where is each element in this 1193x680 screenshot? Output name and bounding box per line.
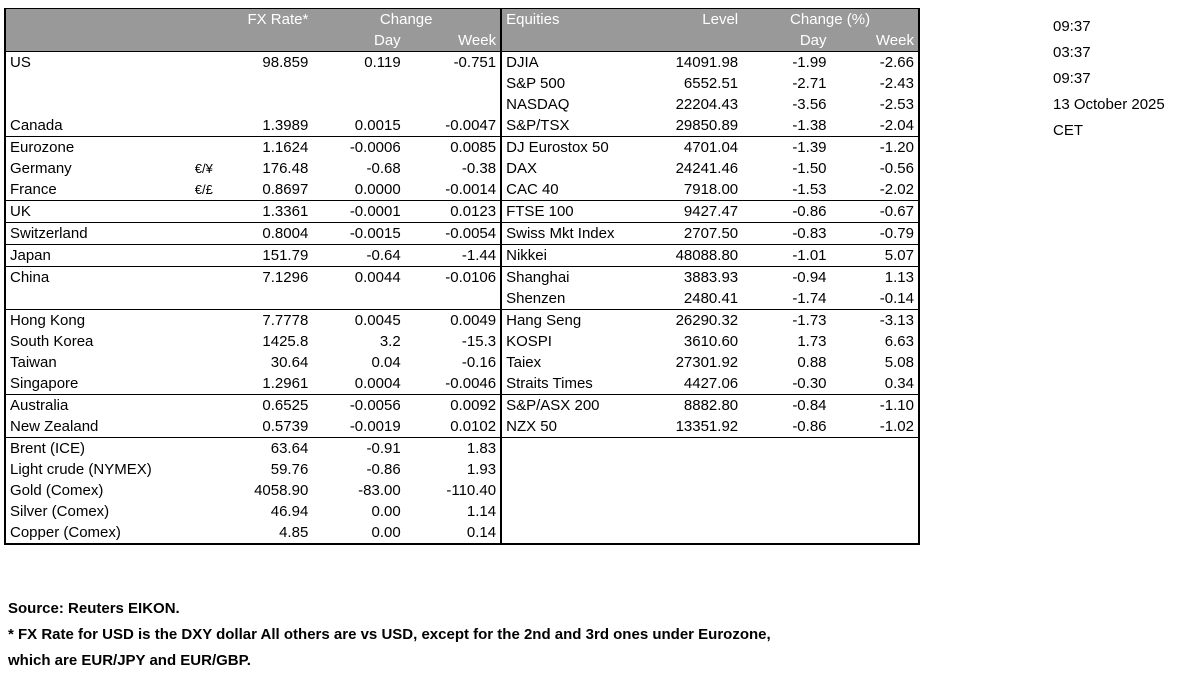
row-equity-level: 3883.93 xyxy=(642,267,742,289)
row-equity-level: 27301.92 xyxy=(675,354,739,371)
row-fx-change-week xyxy=(405,288,501,310)
header-blank xyxy=(5,9,219,31)
row-fx-rate: 63.64 xyxy=(219,438,312,460)
row-equity-level xyxy=(642,501,742,522)
row-region-name: Copper (Comex) xyxy=(5,522,191,544)
row-equity-change-week: -0.67 xyxy=(831,201,919,223)
row-equity-change-week xyxy=(831,480,919,501)
row-equity-change-week xyxy=(831,501,919,522)
row-equity-change-day: -0.30 xyxy=(792,375,827,392)
row-equity-change-week: -0.56 xyxy=(831,158,919,179)
row-equity-change-day: -1.39 xyxy=(742,137,830,159)
row-equity-level: 3610.60 xyxy=(683,333,739,350)
row-equity-level: 13351.92 xyxy=(675,418,739,435)
row-fx-change-day: -0.86 xyxy=(366,461,401,478)
row-equity-name: Shenzen xyxy=(501,288,642,310)
row-fx-change-day: 0.04 xyxy=(371,354,401,371)
row-equity-level: 6552.51 xyxy=(683,75,739,92)
table-row xyxy=(5,223,919,245)
row-equity-name xyxy=(501,480,642,501)
row-equity-change-day xyxy=(742,459,830,480)
row-fx-change-week: -0.0106 xyxy=(405,267,501,289)
row-equity-change-day: 0.88 xyxy=(797,354,827,371)
row-equity-level: 24241.46 xyxy=(675,160,739,177)
row-region-name: US xyxy=(5,52,191,74)
row-fx-change-day: -83.00 xyxy=(358,482,401,499)
row-currency-pair-mark xyxy=(191,480,219,501)
row-region-name: Switzerland xyxy=(5,223,191,245)
row-equity-name xyxy=(501,438,642,460)
row-region-name: Taiwan xyxy=(5,352,191,373)
row-fx-rate xyxy=(219,94,312,115)
row-fx-rate: 176.48 xyxy=(262,160,309,177)
row-fx-change-day xyxy=(312,94,404,115)
table-row xyxy=(5,288,919,310)
row-fx-change-week: -0.751 xyxy=(405,52,501,74)
row-equity-level xyxy=(642,459,742,480)
row-fx-change-day: -0.0001 xyxy=(312,201,404,223)
row-currency-pair-mark xyxy=(191,501,219,522)
row-fx-change-day xyxy=(312,288,404,310)
row-equity-change-day: -1.73 xyxy=(742,310,830,332)
row-equity-name: NASDAQ xyxy=(501,94,642,115)
row-equity-level xyxy=(642,522,742,544)
table-body xyxy=(5,52,919,545)
table-row xyxy=(5,438,919,460)
row-fx-rate: 1.3361 xyxy=(219,201,312,223)
row-equity-change-week: 5.08 xyxy=(831,352,919,373)
row-equity-level: 2707.50 xyxy=(642,223,742,245)
row-currency-pair-mark xyxy=(191,416,219,438)
row-currency-pair-mark xyxy=(191,73,219,94)
table-row xyxy=(5,94,919,115)
row-fx-change-day: 0.0044 xyxy=(312,267,404,289)
row-equity-name: FTSE 100 xyxy=(501,201,642,223)
row-fx-change-day: 0.00 xyxy=(312,522,404,544)
row-region-name: Brent (ICE) xyxy=(5,438,191,460)
row-equity-change-day: -1.99 xyxy=(742,52,830,74)
row-fx-change-day: -0.91 xyxy=(312,438,404,460)
header-change-pct: Change (%) xyxy=(742,9,919,31)
row-fx-rate: 30.64 xyxy=(270,354,309,371)
header-row-1 xyxy=(5,9,919,31)
row-currency-pair-mark xyxy=(191,331,219,352)
row-equity-name: NZX 50 xyxy=(501,416,642,438)
row-fx-change-day: -0.0056 xyxy=(312,395,404,417)
table-row xyxy=(5,373,919,395)
row-fx-change-week xyxy=(405,94,501,115)
row-fx-change-day: 0.119 xyxy=(312,52,404,74)
row-currency-pair-mark xyxy=(191,94,219,115)
row-fx-change-week: 0.0092 xyxy=(405,395,501,417)
market-data-table xyxy=(4,8,920,545)
row-region-name: Singapore xyxy=(5,373,191,395)
row-equity-level: 14091.98 xyxy=(642,52,742,74)
row-fx-change-week: -0.0014 xyxy=(445,181,497,198)
row-currency-pair-mark xyxy=(191,245,219,267)
row-equity-change-day: -1.53 xyxy=(792,181,827,198)
row-equity-level: 48088.80 xyxy=(642,245,742,267)
row-fx-rate: 1425.8 xyxy=(262,333,309,350)
footer-note-2: which are EUR/JPY and EUR/GBP. xyxy=(8,652,251,669)
row-fx-change-week: 1.93 xyxy=(466,461,497,478)
row-fx-change-week: 0.0085 xyxy=(405,137,501,159)
row-fx-rate: 1.3989 xyxy=(262,117,309,134)
table-row xyxy=(5,310,919,332)
header-fx-day: Day xyxy=(312,30,404,52)
row-region-name xyxy=(5,288,191,310)
table-row xyxy=(5,267,919,289)
header-level: Level xyxy=(642,9,742,31)
table-row xyxy=(5,522,919,544)
row-equity-change-week: -2.43 xyxy=(831,73,919,94)
row-region-name: Japan xyxy=(5,245,191,267)
row-currency-pair-mark xyxy=(191,522,219,544)
row-equity-change-week: 6.63 xyxy=(831,331,919,352)
clock-line: CET xyxy=(1053,122,1083,139)
row-equity-change-week: -3.13 xyxy=(831,310,919,332)
table-row xyxy=(5,115,919,137)
row-region-name: Australia xyxy=(5,395,191,417)
row-equity-change-week xyxy=(831,522,919,544)
row-equity-name xyxy=(501,459,642,480)
row-equity-change-day: -2.71 xyxy=(792,75,827,92)
row-currency-pair-mark xyxy=(191,201,219,223)
table-row xyxy=(5,352,919,373)
row-region-name: Silver (Comex) xyxy=(5,501,191,522)
row-region-name: China xyxy=(5,267,191,289)
row-equity-change-week: -1.20 xyxy=(831,137,919,159)
row-fx-change-week: 1.14 xyxy=(466,503,497,520)
table-row xyxy=(5,179,919,201)
row-region-name: Germany xyxy=(5,158,191,179)
row-region-name xyxy=(5,73,191,94)
row-equity-name: S&P 500 xyxy=(501,73,642,94)
table-row xyxy=(5,331,919,352)
row-equity-change-week: -1.02 xyxy=(831,416,919,438)
row-equity-change-week: 0.34 xyxy=(831,373,919,395)
clock-line: 09:37 xyxy=(1053,18,1091,35)
clock-line: 03:37 xyxy=(1053,44,1091,61)
row-fx-change-week: -0.0047 xyxy=(445,117,497,134)
row-equity-change-week: -1.10 xyxy=(831,395,919,417)
row-fx-change-day: 0.0000 xyxy=(354,181,401,198)
row-fx-rate xyxy=(219,288,312,310)
row-equity-name: KOSPI xyxy=(501,331,642,352)
row-region-name: Hong Kong xyxy=(5,310,191,332)
row-equity-level: 9427.47 xyxy=(642,201,742,223)
table-header xyxy=(5,9,919,52)
header-row-2 xyxy=(5,30,919,52)
row-equity-change-day xyxy=(742,522,830,544)
row-equity-change-day: -1.01 xyxy=(742,245,830,267)
table-row xyxy=(5,73,919,94)
row-region-name: South Korea xyxy=(5,331,191,352)
row-fx-change-day: 0.0045 xyxy=(312,310,404,332)
row-equity-level: 8882.80 xyxy=(642,395,742,417)
row-fx-change-day: -0.64 xyxy=(312,245,404,267)
row-fx-change-day: 0.0004 xyxy=(354,375,401,392)
row-fx-rate: 0.8004 xyxy=(219,223,312,245)
row-fx-rate: 4.85 xyxy=(219,522,312,544)
row-region-name: Gold (Comex) xyxy=(5,480,191,501)
clock-line: 13 October 2025 xyxy=(1053,96,1165,113)
row-equity-change-day: -3.56 xyxy=(792,96,827,113)
row-region-name: Canada xyxy=(5,115,191,137)
row-fx-change-week: -0.0054 xyxy=(405,223,501,245)
row-equity-change-week: -2.66 xyxy=(831,52,919,74)
row-equity-change-day xyxy=(742,480,830,501)
table-row xyxy=(5,501,919,522)
row-equity-name: S&P/TSX xyxy=(501,115,642,137)
row-equity-name: Straits Times xyxy=(501,373,642,395)
row-equity-level xyxy=(642,438,742,460)
row-region-name: Light crude (NYMEX) xyxy=(5,459,191,480)
row-equity-name: CAC 40 xyxy=(501,179,642,201)
row-fx-rate: 98.859 xyxy=(219,52,312,74)
header-equities: Equities xyxy=(501,9,642,31)
clock-line: 09:37 xyxy=(1053,70,1091,87)
row-currency-pair-mark xyxy=(191,395,219,417)
header-eq-day: Day xyxy=(742,30,830,52)
table-row xyxy=(5,395,919,417)
row-fx-change-week: -0.38 xyxy=(461,160,497,177)
row-equity-name xyxy=(501,501,642,522)
row-equity-change-day: -0.83 xyxy=(742,223,830,245)
row-equity-change-week: 5.07 xyxy=(831,245,919,267)
row-fx-change-day xyxy=(312,73,404,94)
row-equity-level: 4427.06 xyxy=(683,375,739,392)
table-row xyxy=(5,245,919,267)
row-equity-level: 26290.32 xyxy=(642,310,742,332)
row-equity-change-week: -2.02 xyxy=(831,179,919,201)
row-region-name: Eurozone xyxy=(5,137,191,159)
table-row xyxy=(5,480,919,501)
row-fx-change-week: 0.14 xyxy=(405,522,501,544)
row-currency-pair-mark: €/£ xyxy=(194,182,213,197)
row-equity-change-week: -2.53 xyxy=(831,94,919,115)
header-fx-week: Week xyxy=(405,30,501,52)
row-region-name: UK xyxy=(5,201,191,223)
row-fx-rate: 1.1624 xyxy=(219,137,312,159)
row-equity-name: Taiex xyxy=(501,352,642,373)
row-fx-change-day: 0.00 xyxy=(371,503,401,520)
table-row xyxy=(5,52,919,74)
row-fx-rate: 59.76 xyxy=(270,461,309,478)
row-equity-change-day: -1.38 xyxy=(792,117,827,134)
row-fx-change-day: 0.0015 xyxy=(354,117,401,134)
row-equity-change-day xyxy=(742,501,830,522)
row-equity-level: 29850.89 xyxy=(675,117,739,134)
row-currency-pair-mark xyxy=(191,310,219,332)
row-fx-rate: 151.79 xyxy=(219,245,312,267)
row-currency-pair-mark: €/¥ xyxy=(194,161,213,176)
row-equity-change-day: -0.84 xyxy=(742,395,830,417)
row-currency-pair-mark xyxy=(191,373,219,395)
row-region-name: New Zealand xyxy=(5,416,191,438)
row-equity-name: Swiss Mkt Index xyxy=(501,223,642,245)
row-equity-change-day: -0.86 xyxy=(742,201,830,223)
row-equity-name: Nikkei xyxy=(501,245,642,267)
row-equity-change-day: -1.74 xyxy=(792,290,827,307)
row-region-name: France xyxy=(5,179,191,201)
row-fx-rate: 1.2961 xyxy=(262,375,309,392)
row-fx-rate: 46.94 xyxy=(270,503,309,520)
row-fx-change-week: 0.0102 xyxy=(450,418,497,435)
row-fx-change-day: -0.0019 xyxy=(349,418,401,435)
footer-source: Source: Reuters EIKON. xyxy=(8,600,180,617)
row-fx-rate: 7.1296 xyxy=(219,267,312,289)
row-fx-rate: 7.7778 xyxy=(219,310,312,332)
row-currency-pair-mark xyxy=(191,267,219,289)
row-fx-change-week: 0.0049 xyxy=(405,310,501,332)
row-equity-change-day: 1.73 xyxy=(797,333,827,350)
table-row xyxy=(5,201,919,223)
row-fx-change-week: 0.0123 xyxy=(405,201,501,223)
row-equity-level: 7918.00 xyxy=(683,181,739,198)
row-equity-name: S&P/ASX 200 xyxy=(501,395,642,417)
row-currency-pair-mark xyxy=(191,137,219,159)
row-currency-pair-mark xyxy=(191,288,219,310)
row-fx-rate: 0.6525 xyxy=(219,395,312,417)
row-fx-change-week: -15.3 xyxy=(461,333,497,350)
table-row xyxy=(5,459,919,480)
header-blank-2 xyxy=(5,30,312,52)
row-equity-name: DAX xyxy=(501,158,642,179)
row-equity-name: Shanghai xyxy=(501,267,642,289)
row-equity-level: 2480.41 xyxy=(683,290,739,307)
row-currency-pair-mark xyxy=(191,52,219,74)
row-fx-change-day: -0.0006 xyxy=(312,137,404,159)
row-fx-change-day: -0.68 xyxy=(366,160,401,177)
row-equity-change-week: -0.79 xyxy=(831,223,919,245)
row-equity-name: DJ Eurostox 50 xyxy=(501,137,642,159)
row-fx-change-week: -0.0046 xyxy=(445,375,497,392)
header-eq-week: Week xyxy=(831,30,919,52)
header-blank-3 xyxy=(501,30,742,52)
row-currency-pair-mark xyxy=(191,352,219,373)
header-fx-rate: FX Rate* xyxy=(219,9,312,31)
row-equity-change-day xyxy=(742,438,830,460)
row-fx-rate xyxy=(219,73,312,94)
row-fx-rate: 4058.90 xyxy=(254,482,309,499)
footer-note-1: * FX Rate for USD is the DXY dollar All others are vs USD, except for the 2nd and 3rd ones under Eurozone, xyxy=(8,626,771,643)
row-equity-name: Hang Seng xyxy=(501,310,642,332)
table-row xyxy=(5,137,919,159)
row-equity-level xyxy=(642,480,742,501)
row-currency-pair-mark xyxy=(191,115,219,137)
row-equity-change-day: -1.50 xyxy=(792,160,827,177)
row-currency-pair-mark xyxy=(191,459,219,480)
row-fx-change-week: 1.83 xyxy=(405,438,501,460)
row-fx-change-week: -1.44 xyxy=(405,245,501,267)
table-row xyxy=(5,416,919,438)
row-fx-change-week: -110.40 xyxy=(446,482,497,499)
row-fx-rate: 0.5739 xyxy=(262,418,309,435)
row-equity-change-day: -0.86 xyxy=(792,418,827,435)
row-equity-name: DJIA xyxy=(501,52,642,74)
row-fx-change-week xyxy=(405,73,501,94)
row-fx-change-week: -0.16 xyxy=(461,354,497,371)
row-equity-level: 4701.04 xyxy=(642,137,742,159)
header-change: Change xyxy=(312,9,501,31)
row-equity-change-week xyxy=(831,459,919,480)
row-equity-change-week: -0.14 xyxy=(831,288,919,310)
row-currency-pair-mark xyxy=(191,223,219,245)
row-currency-pair-mark xyxy=(191,438,219,460)
row-fx-change-day: -0.0015 xyxy=(312,223,404,245)
row-fx-rate: 0.8697 xyxy=(262,181,309,198)
table-row xyxy=(5,158,919,179)
row-equity-name xyxy=(501,522,642,544)
row-fx-change-day: 3.2 xyxy=(379,333,401,350)
row-equity-level: 22204.43 xyxy=(675,96,739,113)
row-equity-change-week: -2.04 xyxy=(831,115,919,137)
row-equity-change-week xyxy=(831,438,919,460)
row-region-name xyxy=(5,94,191,115)
row-equity-change-week: 1.13 xyxy=(831,267,919,289)
row-equity-change-day: -0.94 xyxy=(742,267,830,289)
